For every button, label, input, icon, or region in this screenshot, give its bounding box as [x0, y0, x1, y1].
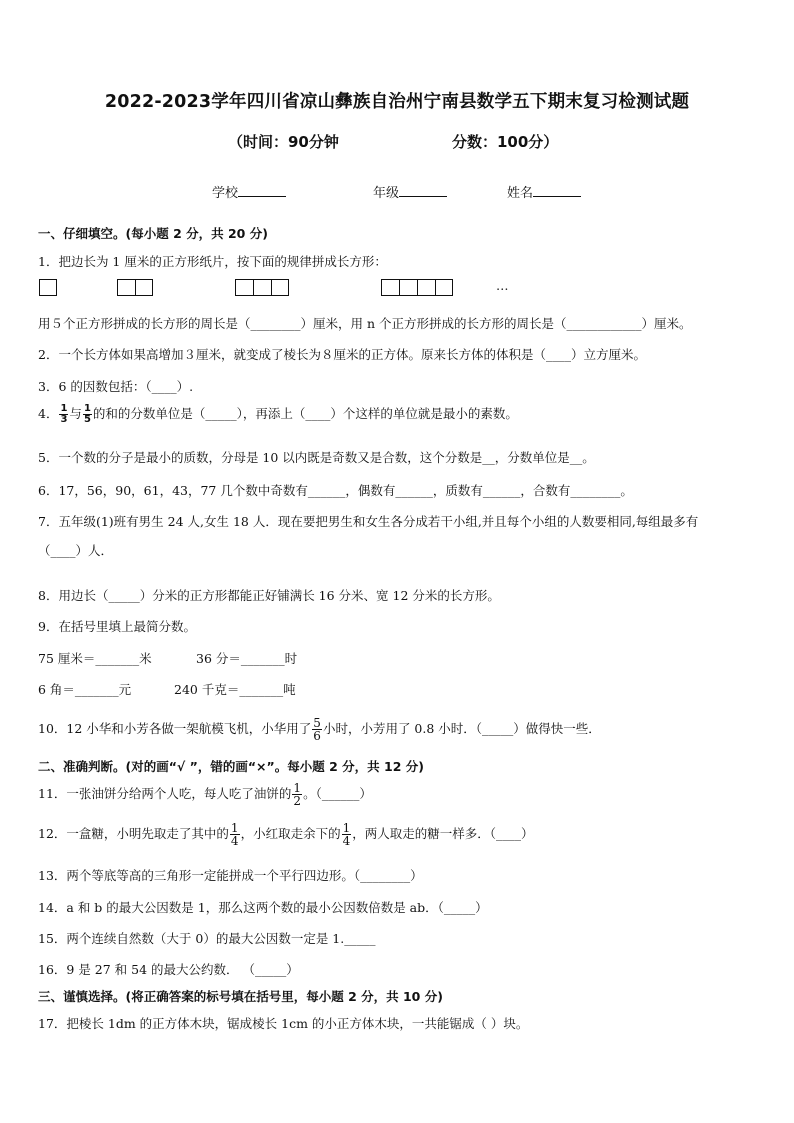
square-row-3	[235, 279, 289, 296]
question-4: 4． $\frac{1}{3}$ 与 $\frac{1}{5}$ 的和的分数单位是（_____），再添上（____）个这样的单位就是最小的素数。	[38, 403, 518, 425]
question-5: 5．一个数的分子是最小的质数，分母是 10 以内既是奇数又是合数，这个分数是__，分数单位是__。	[38, 450, 595, 465]
name-label: 姓名	[507, 186, 534, 201]
question-1-line-2: 用５个正方形拼成的长方形的周长是（________）厘米，用 n 个正方形拼成的长方形的周长是（____________）厘米。	[38, 316, 692, 331]
square-row-1	[39, 279, 57, 296]
ellipsis: …	[496, 278, 509, 293]
question-11: 11．一张油饼分给两个人吃，每人吃了油饼的 $\frac{1}{2}$ 。（______）	[38, 781, 372, 808]
question-1: 1．把边长为 1 厘米的正方形纸片，按下面的规律拼成长方形：	[38, 254, 387, 269]
question-15: 15．两个连续自然数（大于 0）的最大公因数一定是 1._____	[38, 931, 376, 946]
question-17: 17．把棱长 1dm 的正方体木块，锯成棱长 1cm 的小正方体木块，一共能锯成（ ）块。	[38, 1016, 529, 1031]
q9-item-a2: 36 分＝_______时	[196, 651, 298, 666]
q9-item-b2: 240 千克＝_______吨	[174, 682, 296, 697]
name-field[interactable]	[507, 182, 581, 201]
q9-item-a1: 75 厘米＝_______米	[38, 651, 152, 666]
question-2: 2．一个长方体如果高增加３厘米，就变成了棱长为８厘米的正方体。原来长方体的体积是（____）立方厘米。	[38, 347, 646, 362]
question-16: 16．9 是 27 和 54 的最大公约数． （_____）	[38, 962, 299, 977]
question-9: 9．在括号里填上最简分数。	[38, 619, 196, 634]
exam-score: 分数：100分）	[452, 133, 559, 151]
grade-label: 年级	[373, 186, 400, 201]
square-row-4	[381, 279, 453, 296]
question-7: 7．五年级(1)班有男生 24 人,女生 18 人．现在要把男生和女生各分成若干小组,并且每个小组的人数要相同,每组最多有	[38, 514, 699, 529]
q9-item-b1: 6 角＝_______元	[38, 682, 132, 697]
question-10: 10．12 小华和小芳各做一架航模飞机，小华用了 $\frac{5}{6}$ 小时，小芳用了 0.8 小时．（_____）做得快一些．	[38, 716, 601, 743]
question-6: 6．17，56，90，61，43，77 几个数中奇数有______，偶数有______，质数有______，合数有________。	[38, 483, 633, 498]
grade-field[interactable]	[373, 182, 447, 201]
question-8: 8．用边长（_____）分米的正方形都能正好铺满长 16 分米、宽 12 分米的长方形。	[38, 588, 500, 603]
school-label: 学校	[212, 186, 239, 201]
section-1-heading: 一、仔细填空。(每小题 2 分，共 20 分)	[38, 226, 268, 241]
section-2-heading: 二、准确判断。(对的画“√ ”，错的画“×”。每小题 2 分，共 12 分)	[38, 759, 424, 774]
question-14: 14．a 和 b 的最大公因数是 1，那么这两个数的最小公因数倍数是 ab．（_____）	[38, 900, 488, 915]
exam-time: （时间：90分钟	[228, 133, 339, 151]
question-3: 3．6 的因数包括：（____）.	[38, 379, 194, 394]
section-3-heading: 三、谨慎选择。(将正确答案的标号填在括号里，每小题 2 分，共 10 分)	[38, 989, 443, 1004]
question-12: 12．一盒糖，小明先取走了其中的 $\frac{1}{4}$ ，小红取走余下的 $\frac{1}{4}$ ，两人取走的糖一样多．（____）	[38, 821, 534, 848]
question-13: 13．两个等底等高的三角形一定能拼成一个平行四边形。（________）	[38, 868, 423, 883]
question-7-line-2: （____）人．	[38, 543, 114, 558]
school-field[interactable]	[212, 182, 286, 201]
page-title: 2022-2023学年四川省凉山彝族自治州宁南县数学五下期末复习检测试题	[104, 92, 690, 112]
square-row-2	[117, 279, 153, 296]
